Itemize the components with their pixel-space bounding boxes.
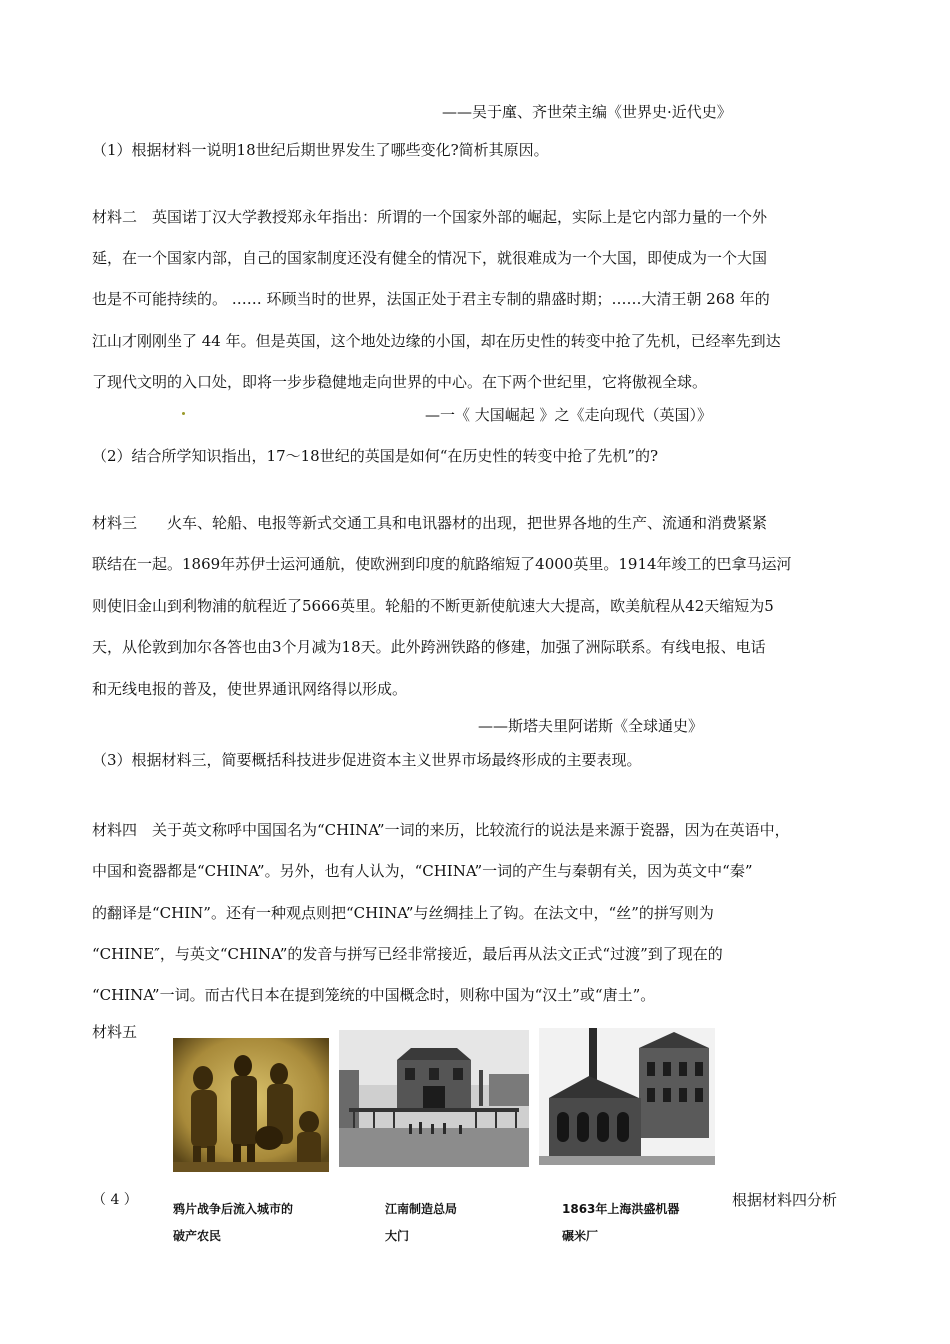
material-4-line: 中国和瓷器都是“CHINA”。另外，也有人认为，“CHINA”一词的产生与秦朝有关，因为英文中“秦” (92, 862, 753, 880)
photo-jiangnan-arsenal-gate (339, 1030, 529, 1167)
caption-refugee-farmers-line1: 鸦片战争后流入城市的 (173, 1202, 294, 1216)
caption-rice-mill-line1: 1863年上海洪盛机器 (562, 1202, 680, 1216)
caption-arsenal-gate-line1: 江南制造总局 (385, 1202, 458, 1216)
material-3-line: 则使旧金山到利物浦的航程近了5666英里。轮船的不断更新使航速大大提高，欧美航程从42天缩短为5 (92, 597, 774, 615)
material-4-line: 材料四 关于英文称呼中国国名为“CHINA”一词的来历，比较流行的说法是来源于瓷器，因为在英语中， (92, 821, 790, 839)
stray-dot (182, 412, 185, 415)
material-2-line: 延，在一个国家内部，自己的国家制度还没有健全的情况下，就很难成为一个大国，即使成为一个大国 (92, 249, 768, 267)
material-3-line: 联结在一起。1869年苏伊士运河通航，使欧洲到印度的航路缩短了4000英里。1914年竣工的巴拿马运河 (92, 555, 792, 573)
question-4-prompt: 根据材料四分析 (732, 1191, 838, 1209)
material-2-line: 江山才刚刚坐了 44 年。但是英国，这个地处边缘的小国，却在历史性的转变中抢了先机，已经率先到达 (92, 332, 781, 350)
material-3-line: 和无线电报的普及，使世界通讯网络得以形成。 (92, 680, 408, 698)
caption-rice-mill-line2: 碾米厂 (562, 1229, 599, 1243)
material-2-line: 了现代文明的入口处，即将一步步稳健地走向世界的中心。在下两个世纪里，它将傲视全球。 (92, 373, 708, 391)
source-material-3: ——斯塔夫里阿诺斯《全球通史》 (478, 717, 704, 735)
photo-rice-mill (539, 1028, 715, 1165)
material-4-line: “CHINA”一词。而古代日本在提到笼统的中国概念时，则称中国为“汉土”或“唐土”。 (92, 986, 656, 1004)
caption-refugee-farmers-line2: 破产农民 (173, 1229, 222, 1243)
jiangnan-arsenal-image (339, 1030, 529, 1167)
source-material-2: —一《 大国崛起 》之《走向现代（英国）》 (425, 406, 713, 424)
material-3-line: 材料三 火车、轮船、电报等新式交通工具和电讯器材的出现，把世界各地的生产、流通和消费紧紧 (92, 514, 768, 532)
source-material-1: ——吴于廑、齐世荣主编《世界史·近代史》 (442, 103, 732, 121)
material-3-line: 天，从伦敦到加尔各答也由3个月减为18天。此外跨洲铁路的修建，加强了洲际联系。有线电报、电话 (92, 638, 766, 656)
question-1: （1）根据材料一说明18世纪后期世界发生了哪些变化?简析其原因。 (92, 141, 549, 159)
rice-mill-image (539, 1028, 715, 1165)
material-2-line: 材料二 英国诺丁汉大学教授郑永年指出：所谓的一个国家外部的崛起，实际上是它内部力量的一个外 (92, 208, 768, 226)
material-4-line: 的翻译是“CHIN”。还有一种观点则把“CHINA”与丝绸挂上了钩。在法文中，“丝”的拼写则为 (92, 904, 714, 922)
caption-arsenal-gate-line2: 大门 (385, 1229, 410, 1243)
material-4-line: “CHINE″，与英文“CHINA”的发音与拼写已经非常接近，最后再从法文正式“过渡”到了现在的 (92, 945, 723, 963)
question-3: （3）根据材料三，简要概括科技进步促进资本主义世界市场最终形成的主要表现。 (92, 751, 642, 769)
material-2-line: 也是不可能持续的。 …… 环顾当时的世界，法国正处于君主专制的鼎盛时期；……大清王朝 268 年的 (92, 290, 770, 308)
photo-refugee-farmers (173, 1038, 329, 1172)
refugee-farmers-image (173, 1038, 329, 1172)
question-4-number: （ 4 ） (92, 1192, 138, 1208)
question-2: （2）结合所学知识指出，17～18世纪的英国是如何“在历史性的转变中抢了先机”的? (92, 447, 659, 465)
material-5-label: 材料五 (92, 1023, 138, 1041)
